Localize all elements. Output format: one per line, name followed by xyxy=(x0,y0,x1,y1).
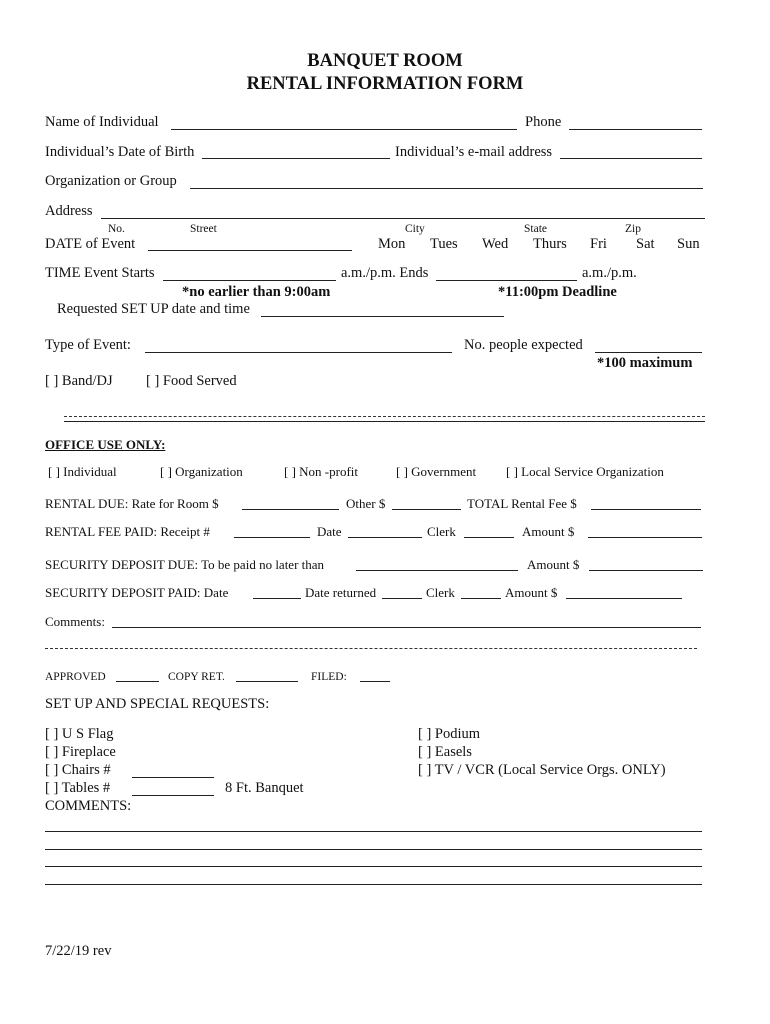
time-ends-label: a.m./p.m. Ends xyxy=(341,265,429,281)
approved-label: APPROVED xyxy=(45,671,106,683)
deposit-amount-label: Amount $ xyxy=(527,557,580,572)
address-zip-caption: Zip xyxy=(625,223,641,235)
organization-field[interactable] xyxy=(190,188,703,189)
fee-paid-clerk-label: Clerk xyxy=(427,524,456,539)
deposit-paid-date-field[interactable] xyxy=(253,598,301,599)
office-divider xyxy=(45,648,697,649)
section-divider xyxy=(64,416,705,417)
category-individual-checkbox[interactable]: [ ] Individual xyxy=(48,464,117,479)
dob-label: Individual’s Date of Birth xyxy=(45,144,195,160)
people-expected-label: No. people expected xyxy=(464,337,583,353)
day-option-tues[interactable]: Tues xyxy=(430,236,458,252)
easels-checkbox[interactable]: [ ] Easels xyxy=(418,744,472,760)
address-state-caption: State xyxy=(524,223,547,235)
fee-paid-clerk-field[interactable] xyxy=(464,537,514,538)
setup-requests-heading: SET UP AND SPECIAL REQUESTS: xyxy=(45,696,270,712)
rental-due-label: RENTAL DUE: Rate for Room $ xyxy=(45,496,219,511)
fee-paid-amount-label: Amount $ xyxy=(522,524,575,539)
form-title-line1: BANQUET ROOM xyxy=(307,51,463,71)
podium-checkbox[interactable]: [ ] Podium xyxy=(418,726,481,742)
time-start-label: TIME Event Starts xyxy=(45,265,155,281)
end-time-note: *11:00pm Deadline xyxy=(498,284,617,300)
revision-date: 7/22/19 rev xyxy=(45,943,112,959)
dob-field[interactable] xyxy=(202,158,390,159)
email-field[interactable] xyxy=(560,158,702,159)
deposit-clerk-label: Clerk xyxy=(426,585,455,600)
setup-date-field[interactable] xyxy=(261,316,504,317)
time-end-field[interactable] xyxy=(436,280,577,281)
tv-vcr-checkbox[interactable]: [ ] TV / VCR (Local Service Orgs. ONLY) xyxy=(418,762,666,778)
form-title-line2: RENTAL INFORMATION FORM xyxy=(246,74,524,94)
comments-line-2[interactable] xyxy=(45,849,702,850)
address-street-caption: Street xyxy=(190,223,217,235)
deposit-paid-amount-label: Amount $ xyxy=(505,585,558,600)
section-divider-underline xyxy=(64,421,705,422)
date-returned-field[interactable] xyxy=(382,598,422,599)
tables-count-field[interactable] xyxy=(132,795,214,796)
copy-ret-label: COPY RET. xyxy=(168,671,225,683)
people-expected-field[interactable] xyxy=(595,352,702,353)
rental-rate-field[interactable] xyxy=(242,509,339,510)
name-label: Name of Individual xyxy=(45,114,159,130)
email-label: Individual’s e-mail address xyxy=(395,144,553,160)
deposit-paid-label: SECURITY DEPOSIT PAID: Date xyxy=(45,585,229,600)
setup-comments-label: COMMENTS: xyxy=(45,798,132,814)
fireplace-checkbox[interactable]: [ ] Fireplace xyxy=(45,744,116,760)
chairs-checkbox[interactable]: [ ] Chairs # xyxy=(45,762,111,778)
deposit-clerk-field[interactable] xyxy=(461,598,501,599)
time-end-ampm: a.m./p.m. xyxy=(582,265,637,281)
fee-paid-date-label: Date xyxy=(317,524,342,539)
comments-line-3[interactable] xyxy=(45,866,702,867)
category-government-checkbox[interactable]: [ ] Government xyxy=(396,464,477,479)
setup-date-label: Requested SET UP date and time xyxy=(57,301,250,317)
comments-line-1[interactable] xyxy=(45,831,702,832)
day-option-mon[interactable]: Mon xyxy=(378,236,406,252)
people-maximum-note: *100 maximum xyxy=(597,355,693,371)
filed-field[interactable] xyxy=(360,681,390,682)
day-option-wed[interactable]: Wed xyxy=(482,236,509,252)
receipt-field[interactable] xyxy=(234,537,310,538)
fee-paid-label: RENTAL FEE PAID: Receipt # xyxy=(45,524,210,539)
day-option-sat[interactable]: Sat xyxy=(636,236,655,252)
total-fee-label: TOTAL Rental Fee $ xyxy=(467,496,577,511)
category-nonprofit-checkbox[interactable]: [ ] Non -profit xyxy=(284,464,359,479)
fee-paid-amount-field[interactable] xyxy=(588,537,702,538)
us-flag-checkbox[interactable]: [ ] U S Flag xyxy=(45,726,114,742)
event-type-label: Type of Event: xyxy=(45,337,131,353)
copy-ret-field[interactable] xyxy=(236,681,298,682)
organization-label: Organization or Group xyxy=(45,173,177,189)
deposit-due-label: SECURITY DEPOSIT DUE: To be paid no later than xyxy=(45,557,325,572)
address-city-caption: City xyxy=(405,223,425,235)
event-date-label: DATE of Event xyxy=(45,236,136,252)
office-comments-field[interactable] xyxy=(112,627,701,628)
comments-line-4[interactable] xyxy=(45,884,702,885)
address-field[interactable] xyxy=(101,218,705,219)
deposit-amount-field[interactable] xyxy=(589,570,703,571)
chairs-count-field[interactable] xyxy=(132,777,214,778)
start-time-note: *no earlier than 9:00am xyxy=(182,284,331,300)
fee-paid-date-field[interactable] xyxy=(348,537,422,538)
address-no-caption: No. xyxy=(108,223,125,235)
banquet-table-label: 8 Ft. Banquet xyxy=(225,780,304,796)
event-type-field[interactable] xyxy=(145,352,452,353)
filed-label: FILED: xyxy=(311,671,347,683)
deposit-due-date-field[interactable] xyxy=(356,570,518,571)
address-label: Address xyxy=(45,203,93,219)
day-option-sun[interactable]: Sun xyxy=(677,236,700,252)
tables-checkbox[interactable]: [ ] Tables # xyxy=(45,780,111,796)
time-start-field[interactable] xyxy=(163,280,336,281)
food-served-checkbox[interactable]: [ ] Food Served xyxy=(146,373,237,389)
category-local-service-checkbox[interactable]: [ ] Local Service Organization xyxy=(506,464,664,479)
category-organization-checkbox[interactable]: [ ] Organization xyxy=(160,464,243,479)
name-field[interactable] xyxy=(171,129,517,130)
day-option-fri[interactable]: Fri xyxy=(590,236,607,252)
total-fee-field[interactable] xyxy=(591,509,701,510)
event-date-field[interactable] xyxy=(148,250,352,251)
other-field[interactable] xyxy=(392,509,461,510)
band-dj-checkbox[interactable]: [ ] Band/DJ xyxy=(45,373,113,389)
deposit-paid-amount-field[interactable] xyxy=(566,598,682,599)
other-label: Other $ xyxy=(346,496,386,511)
phone-field[interactable] xyxy=(569,129,702,130)
office-use-heading: OFFICE USE ONLY: xyxy=(45,437,166,452)
day-option-thurs[interactable]: Thurs xyxy=(533,236,567,252)
phone-label: Phone xyxy=(525,114,562,130)
date-returned-label: Date returned xyxy=(305,585,377,600)
office-comments-label: Comments: xyxy=(45,614,105,629)
approved-field[interactable] xyxy=(116,681,159,682)
